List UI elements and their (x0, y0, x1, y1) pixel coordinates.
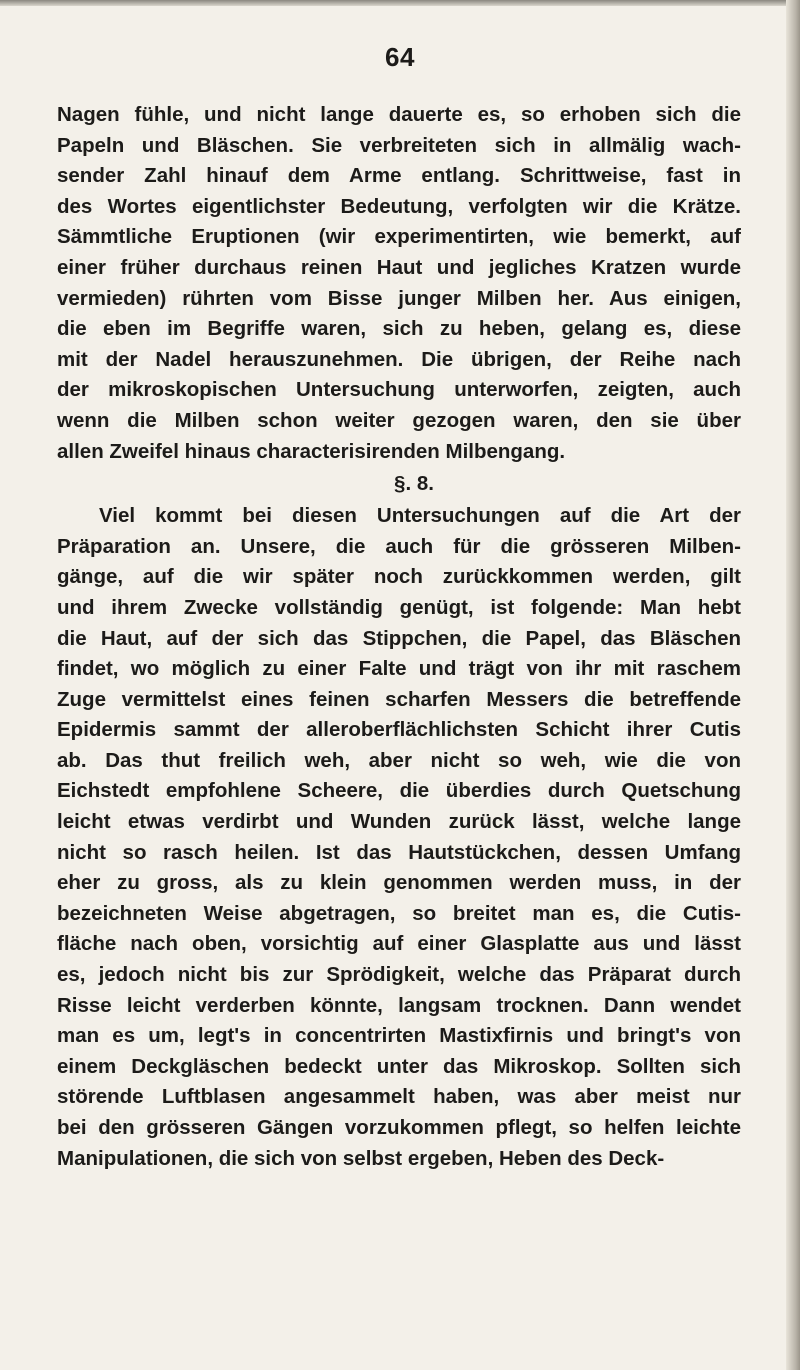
text-line: Papeln und Bläschen. Sie verbreiteten sich in allmälig wach- (57, 133, 741, 157)
text-line: Eichstedt empfohlene Scheere, die überdies durch Quetschung (57, 779, 741, 803)
text-line: Sämmtliche Eruptionen (wir experimentirten, wie bemerkt, auf (57, 225, 741, 249)
page-body (57, 100, 741, 1174)
text-line: Zuge vermittelst eines feinen scharfen Messers die betreffende (57, 687, 741, 711)
text-line: allen Zweifel hinaus characterisirenden Milbengang. (57, 439, 566, 463)
text-line: die Haut, auf der sich das Stippchen, die Papel, das Bläschen (57, 626, 741, 650)
text-line: vermieden) rührten vom Bisse junger Milben her. Aus einigen, (57, 286, 741, 310)
page-right-edge (786, 0, 800, 1370)
text-line: Viel kommt bei diesen Untersuchungen auf die Art der (99, 504, 741, 528)
text-line: bei den grösseren Gängen vorzukommen pflegt, so helfen leichte (57, 1116, 741, 1139)
paragraph-1 (57, 100, 741, 467)
text-line: Nagen fühle, und nicht lange dauerte es, so erhoben sich die (57, 103, 741, 126)
text-line: des Wortes eigentlichster Bedeutung, verfolgten wir die Krätze. (57, 194, 741, 218)
text-line: störende Luftblasen angesammelt haben, was aber meist nur (57, 1085, 741, 1109)
text-line: sender Zahl hinauf dem Arme entlang. Schrittweise, fast in (57, 164, 741, 188)
text-line: Präparation an. Unsere, die auch für die grösseren Milben- (57, 534, 741, 558)
text-line: Epidermis sammt der alleroberflächlichsten Schicht ihrer Cutis (57, 718, 741, 742)
text-line: die eben im Begriffe waren, sich zu heben, gelang es, diese (57, 317, 741, 341)
text-line: einem Deckgläschen bedeckt unter das Mikroskop. Sollten sich (57, 1054, 741, 1078)
text-line: gänge, auf die wir später noch zurückkommen werden, gilt (57, 565, 741, 589)
text-line: der mikroskopischen Untersuchung unterworfen, zeigten, auch (57, 378, 741, 402)
text-line: eher zu gross, als zu klein genommen werden muss, in der (57, 871, 741, 895)
paragraph-2 (57, 501, 741, 1174)
text-line: man es um, legt's in concentrirten Mastixfirnis und bringt's von (57, 1024, 741, 1048)
page-top-edge (0, 0, 800, 6)
text-line: Risse leicht verderben könnte, langsam trocknen. Dann wendet (57, 993, 741, 1017)
text-line: leicht etwas verdirbt und Wunden zurück lässt, welche lange (57, 810, 741, 834)
text-line: einer früher durchaus reinen Haut und jegliches Kratzen wurde (57, 255, 741, 279)
text-line: ab. Das thut freilich weh, aber nicht so weh, wie die von (57, 748, 741, 772)
text-line: es, jedoch nicht bis zur Sprödigkeit, welche das Präparat durch (57, 963, 741, 987)
text-line: und ihrem Zwecke vollständig genügt, ist folgende: Man hebt (57, 595, 741, 619)
text-line: findet, wo möglich zu einer Falte und trägt von ihr mit raschem (57, 657, 741, 681)
text-line: wenn die Milben schon weiter gezogen waren, den sie über (57, 408, 741, 432)
text-line: mit der Nadel herauszunehmen. Die übrigen, der Reihe nach (57, 347, 741, 371)
text-line: fläche nach oben, vorsichtig auf einer Glasplatte aus und lässt (57, 932, 741, 956)
text-line: bezeichneten Weise abgetragen, so breitet man es, die Cutis- (57, 901, 741, 925)
text-line: nicht so rasch heilen. Ist das Hautstückchen, dessen Umfang (57, 840, 741, 864)
section-heading: §. 8. (394, 472, 434, 496)
page-number: 64 (385, 42, 415, 72)
text-line: Manipulationen, die sich von selbst ergeben, Heben des Deck- (57, 1146, 665, 1170)
